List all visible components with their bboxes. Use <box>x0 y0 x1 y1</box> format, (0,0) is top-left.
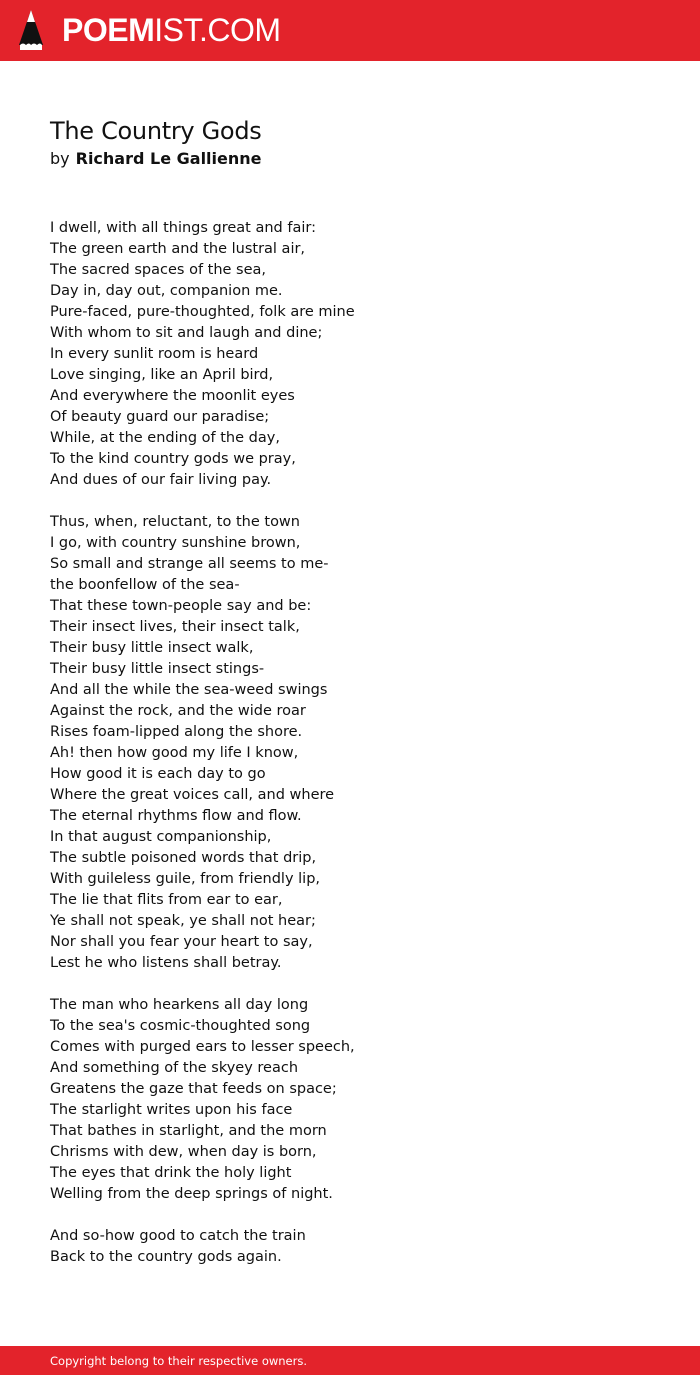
poem-line: Lest he who listens shall betray. <box>50 955 282 971</box>
site-header <box>0 0 700 61</box>
poem-line: The subtle poisoned words that drip, <box>50 850 317 866</box>
poem-line: While, at the ending of the day, <box>50 430 280 446</box>
poem-line: Their busy little insect stings- <box>50 661 265 677</box>
poem-line: Thus, when, reluctant, to the town <box>50 514 300 530</box>
poem-line: Day in, day out, companion me. <box>50 283 283 299</box>
poem-line: Nor shall you fear your heart to say, <box>50 934 313 950</box>
poem-line: The eyes that drink the holy light <box>50 1165 292 1181</box>
poem-line: Their insect lives, their insect talk, <box>50 619 300 635</box>
poem-line: To the sea's cosmic-thoughted song <box>50 1018 311 1034</box>
poem-line: Of beauty guard our paradise; <box>50 409 270 425</box>
poem-line: And everywhere the moonlit eyes <box>50 388 295 404</box>
poem-line: How good it is each day to go <box>50 766 266 782</box>
poem-line: And so-how good to catch the train <box>50 1228 306 1244</box>
logo-bold-text: POEM <box>62 12 155 48</box>
poem-line: Where the great voices call, and where <box>50 787 335 803</box>
poem-stanza <box>50 512 650 974</box>
poem-line: In that august companionship, <box>50 829 272 845</box>
poem-line: The man who hearkens all day long <box>50 997 309 1013</box>
poem-line: And all the while the sea-weed swings <box>50 682 328 698</box>
poem-line: The eternal rhythms flow and flow. <box>50 808 302 824</box>
page-title: The Country Gods <box>50 117 262 145</box>
poem-line: Their busy little insect walk, <box>50 640 254 656</box>
poem-header <box>50 115 262 171</box>
poem-line: To the kind country gods we pray, <box>50 451 296 467</box>
poem-line: I dwell, with all things great and fair: <box>50 220 316 236</box>
poem-stanza <box>50 995 650 1205</box>
poem-line: The lie that flits from ear to ear, <box>50 892 283 908</box>
poem-line: Pure-faced, pure-thoughted, folk are mine <box>50 304 355 320</box>
site-logo[interactable] <box>62 11 281 49</box>
author-name: Richard Le Gallienne <box>75 149 262 168</box>
poem-line: Ye shall not speak, ye shall not hear; <box>50 913 316 929</box>
poem-line: And dues of our fair living pay. <box>50 472 272 488</box>
poem-line: That these town-people say and be: <box>50 598 312 614</box>
poem-line: Welling from the deep springs of night. <box>50 1186 333 1202</box>
poem-stanza <box>50 218 650 491</box>
poem-stanza <box>50 1226 650 1268</box>
poem-line: And something of the skyey reach <box>50 1060 299 1076</box>
poem-line: Love singing, like an April bird, <box>50 367 274 383</box>
poem-line: the boonfellow of the sea- <box>50 577 240 593</box>
by-label: by <box>50 149 70 168</box>
poem-line: In every sunlit room is heard <box>50 346 259 362</box>
poem-line: Greatens the gaze that feeds on space; <box>50 1081 337 1097</box>
copyright-text: Copyright belong to their respective owners. <box>50 1354 308 1368</box>
poem-line: I go, with country sunshine brown, <box>50 535 301 551</box>
poem-line: With whom to sit and laugh and dine; <box>50 325 323 341</box>
poem-line: The sacred spaces of the sea, <box>50 262 267 278</box>
poem-line: Against the rock, and the wide roar <box>50 703 306 719</box>
poem-line: With guileless guile, from friendly lip, <box>50 871 321 887</box>
poem-line: Ah! then how good my life I know, <box>50 745 299 761</box>
poem-line: Comes with purged ears to lesser speech, <box>50 1039 355 1055</box>
poem-line: So small and strange all seems to me- <box>50 556 329 572</box>
byline <box>50 147 262 171</box>
poem-body <box>50 218 650 1289</box>
poem-line: Back to the country gods again. <box>50 1249 282 1265</box>
poem-line: That bathes in starlight, and the morn <box>50 1123 327 1139</box>
poem-line: The green earth and the lustral air, <box>50 241 306 257</box>
poem-line: Chrisms with dew, when day is born, <box>50 1144 317 1160</box>
pencil-icon[interactable] <box>18 9 44 51</box>
poem-line: Rises foam-lipped along the shore. <box>50 724 303 740</box>
site-footer <box>0 1346 700 1375</box>
logo-light-text: IST.COM <box>154 12 281 48</box>
poem-line: The starlight writes upon his face <box>50 1102 293 1118</box>
